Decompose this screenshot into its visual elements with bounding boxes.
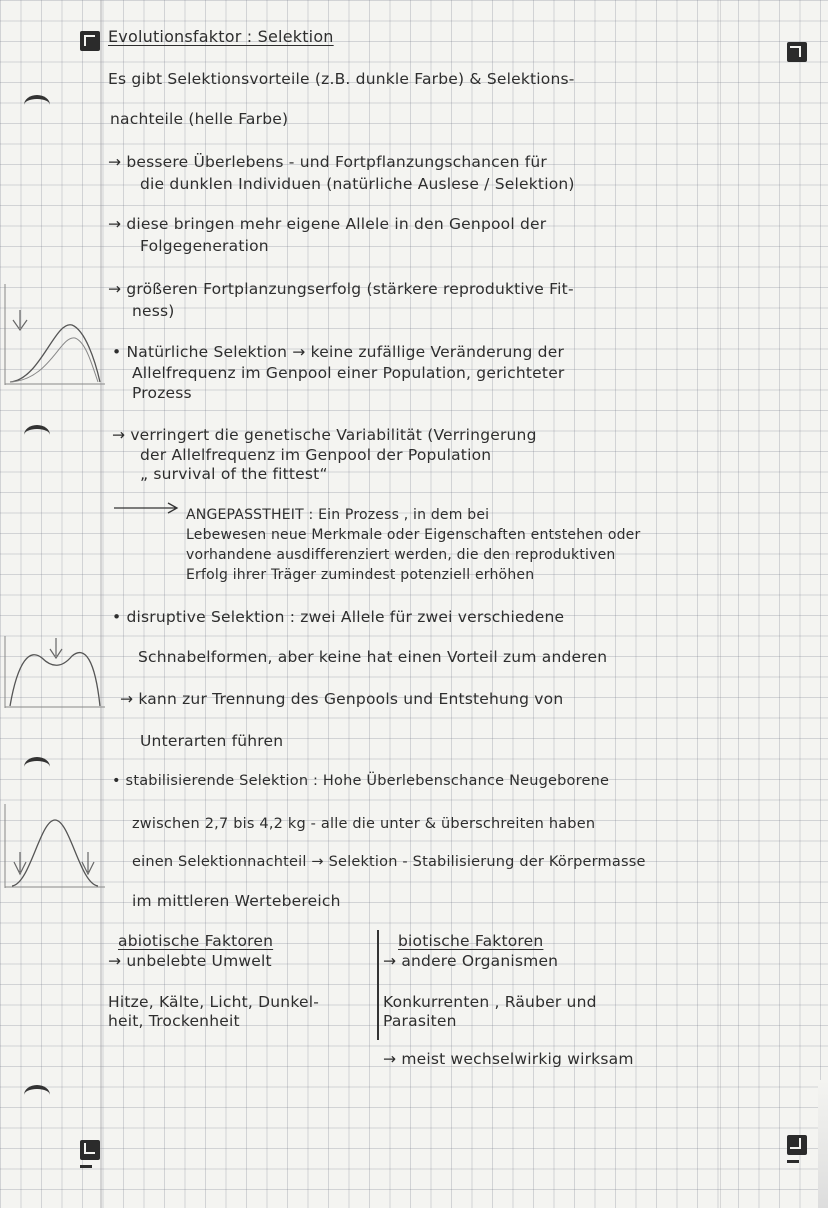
table-left-body: heit, Trockenheit bbox=[108, 1012, 240, 1030]
directional-selection-graph-icon bbox=[0, 280, 110, 390]
definition-line: ANGEPASSTHEIT : Ein Prozess , in dem bei bbox=[186, 507, 490, 523]
punch-hole-icon bbox=[24, 1085, 50, 1105]
text-line: der Allelfrequenz im Genpool der Population bbox=[140, 446, 492, 464]
text-line: zwischen 2,7 bis 4,2 kg - alle die unter & überschreiten haben bbox=[132, 816, 596, 832]
long-arrow-icon bbox=[112, 500, 182, 516]
page-title: Evolutionsfaktor : Selektion bbox=[108, 27, 334, 46]
text-line: → bessere Überlebens - und Fortpflanzungschancen für bbox=[108, 153, 547, 171]
text-line: Unterarten führen bbox=[140, 732, 284, 750]
table-right-header: biotische Faktoren bbox=[398, 932, 544, 950]
margin-line bbox=[100, 0, 102, 1208]
right-margin-line bbox=[720, 0, 721, 1208]
corner-tick-icon bbox=[787, 1160, 799, 1163]
text-line: die dunklen Individuen (natürliche Auslese / Selektion) bbox=[140, 175, 575, 193]
definition-line: Lebewesen neue Merkmale oder Eigenschaften entstehen oder bbox=[186, 527, 641, 543]
punch-hole-icon bbox=[24, 757, 50, 777]
text-line: → größeren Fortplanzungserfolg (stärkere reproduktive Fit- bbox=[108, 280, 574, 298]
text-line: • Natürliche Selektion → keine zufällige Veränderung der bbox=[112, 343, 565, 361]
text-line: Es gibt Selektionsvorteile (z.B. dunkle Farbe) & Selektions- bbox=[108, 70, 575, 88]
text-line: → kann zur Trennung des Genpools und Entstehung von bbox=[120, 690, 564, 708]
corner-marker-top-right-icon bbox=[787, 42, 807, 62]
definition-line: Erfolg ihrer Träger zumindest potenziell erhöhen bbox=[186, 567, 535, 583]
text-line: nachteile (helle Farbe) bbox=[110, 110, 289, 128]
table-right-sub: → andere Organismen bbox=[383, 952, 559, 970]
table-right-body: Parasiten bbox=[383, 1012, 457, 1030]
text-line: → verringert die genetische Variabilität (Verringerung bbox=[112, 426, 537, 444]
table-left-header: abiotische Faktoren bbox=[118, 932, 274, 950]
definition-line: vorhandene ausdifferenziert werden, die den reproduktiven bbox=[186, 547, 616, 563]
corner-marker-bottom-right-icon bbox=[787, 1135, 807, 1155]
corner-tick-icon bbox=[80, 1165, 92, 1168]
text-line: „ survival of the fittest“ bbox=[140, 465, 328, 483]
table-right-body: Konkurrenten , Räuber und bbox=[383, 993, 597, 1011]
text-line: einen Selektionnachteil → Selektion - Stabilisierung der Körpermasse bbox=[132, 854, 646, 870]
corner-marker-bottom-left-icon bbox=[80, 1140, 100, 1160]
punch-hole-icon bbox=[24, 425, 50, 445]
text-line: • stabilisierende Selektion : Hohe Überlebenschance Neugeborene bbox=[112, 773, 610, 789]
corner-marker-top-left-icon bbox=[80, 31, 100, 51]
text-line: ness) bbox=[132, 302, 175, 320]
punch-hole-icon bbox=[24, 95, 50, 115]
disruptive-selection-graph-icon bbox=[0, 630, 110, 715]
page-edge bbox=[818, 1080, 828, 1208]
text-line: → diese bringen mehr eigene Allele in den Genpool der bbox=[108, 215, 547, 233]
text-line: • disruptive Selektion : zwei Allele für zwei verschiedene bbox=[112, 608, 565, 626]
text-line: Folgegeneration bbox=[140, 237, 269, 255]
text-line: Schnabelformen, aber keine hat einen Vorteil zum anderen bbox=[138, 648, 608, 666]
text-line: Prozess bbox=[132, 384, 192, 402]
table-left-sub: → unbelebte Umwelt bbox=[108, 952, 272, 970]
table-divider bbox=[377, 930, 379, 1040]
text-line: im mittleren Wertebereich bbox=[132, 892, 341, 910]
table-left-body: Hitze, Kälte, Licht, Dunkel- bbox=[108, 993, 319, 1011]
table-right-body: → meist wechselwirkig wirksam bbox=[383, 1050, 634, 1068]
stabilizing-selection-graph-icon bbox=[0, 800, 110, 895]
text-line: Allelfrequenz im Genpool einer Population, gerichteter bbox=[132, 364, 565, 382]
